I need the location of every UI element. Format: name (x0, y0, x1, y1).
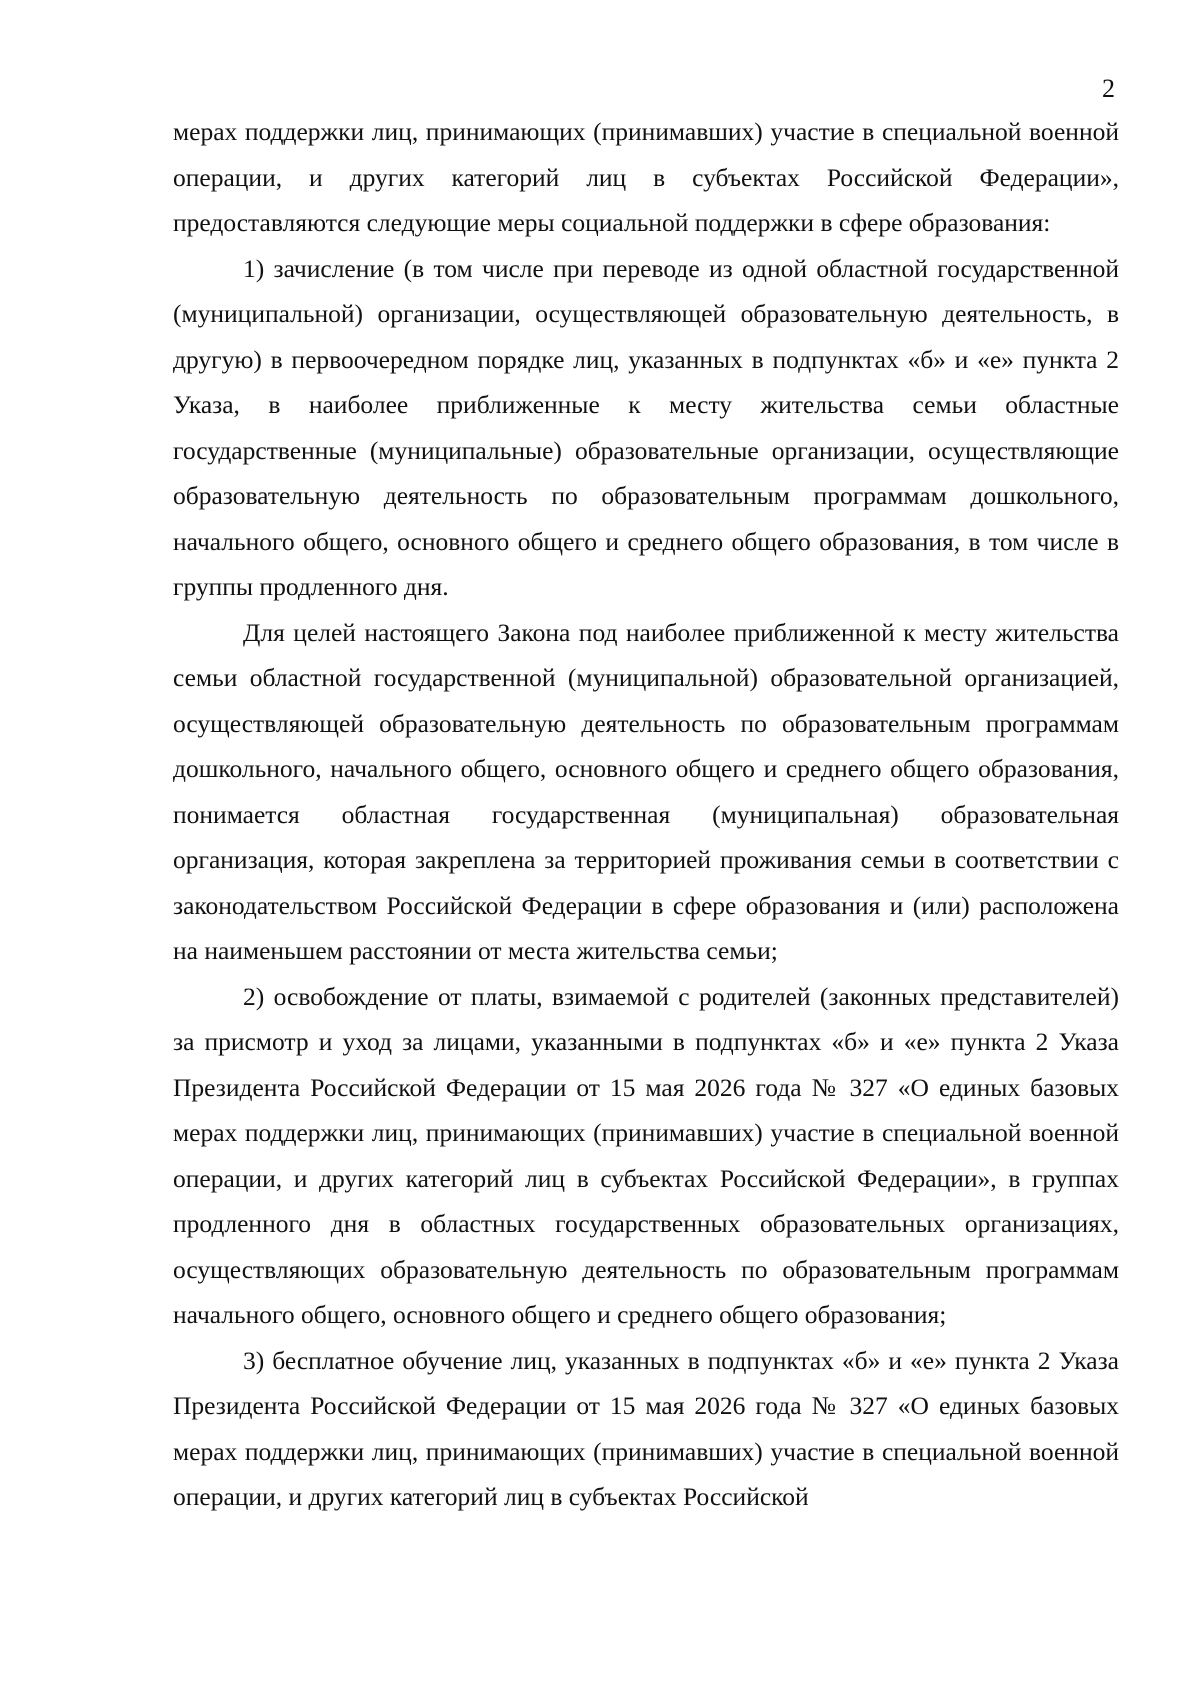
page-number: 2 (1102, 74, 1115, 103)
paragraph-definition: Для целей настоящего Закона под наиболее приближенной к месту жительства семьи областной государственной (муниципальной) образовательной организацией, осуществляющей образовательную деятельность по образовательным программам дошкольного, начального общего, основного общего и среднего общего образования, понимается областная государственная (муниципальная) образовательная организация, которая закреплена за территорией проживания семьи в соответствии с законодательством Российской Федерации в сфере образования и (или) расположена на наименьшем расстоянии от места жительства семьи; (173, 617, 1119, 965)
paragraph-item-3: 3) бесплатное обучение лиц, указанных в подпунктах «б» и «е» пункта 2 Указа Президента Российской Федерации от 15 мая 2026 года № 327 «О единых базовых мерах поддержки лиц, принимающих (принимавших) участие в специальной военной операции, и других категорий лиц в субъектах Российской (173, 1345, 1119, 1511)
document-body (173, 109, 1119, 1520)
paragraph-continuation: мерах поддержки лиц, принимающих (принимавших) участие в специальной военной операции, и других категорий лиц в субъектах Российской Федерации», предоставляются следующие меры социальной поддержки в сфере образования: (173, 117, 1119, 237)
paragraph-item-2: 2) освобождение от платы, взимаемой с родителей (законных представителей) за присмотр и уход за лицами, указанными в подпунктах «б» и «е» пункта 2 Указа Президента Российской Федерации от 15 мая 2026 года № 327 «О единых базовых мерах поддержки лиц, принимающих (принимавших) участие в специальной военной операции, и других категорий лиц в субъектах Российской Федерации», в группах продленного дня в областных государственных образовательных организациях, осуществляющих образовательную деятельность по образовательным программам начального общего, основного общего и среднего общего образования; (173, 981, 1119, 1329)
paragraph-item-1: 1) зачисление (в том числе при переводе из одной областной государственной (муниципальной) организации, осуществляющей образовательную деятельность, в другую) в первоочередном порядке лиц, указанных в подпунктах «б» и «е» пункта 2 Указа, в наиболее приближенные к месту жительства семьи областные государственные (муниципальные) образовательные организации, осуществляющие образовательную деятельность по образовательным программам дошкольного, начального общего, основного общего и среднего общего образования, в том числе в группы продленного дня. (173, 253, 1119, 601)
